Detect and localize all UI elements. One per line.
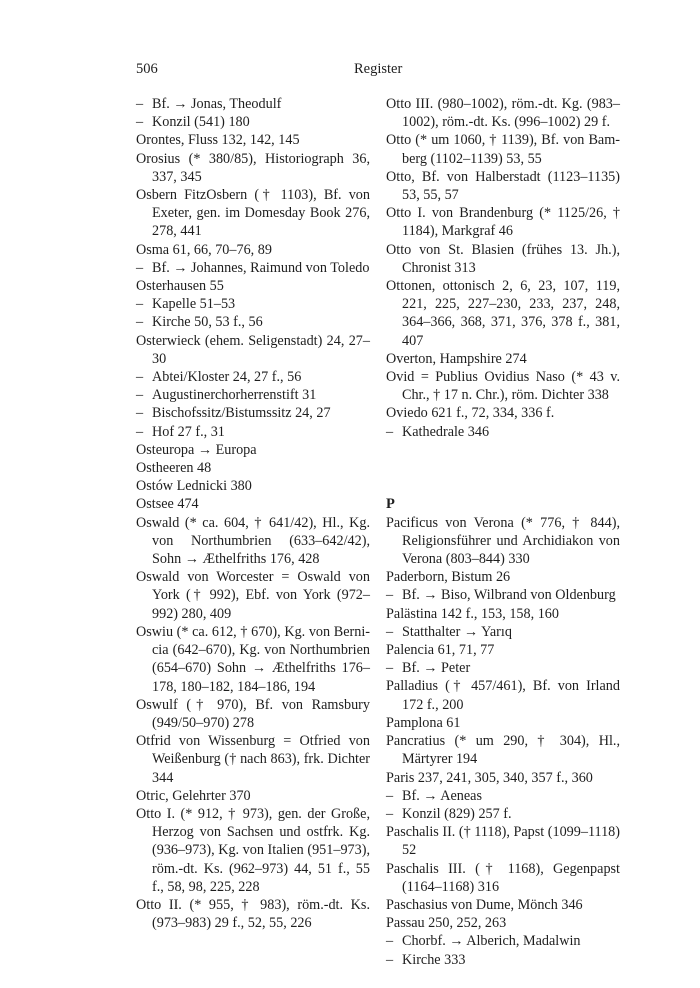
index-subentry bbox=[386, 951, 620, 969]
index-entry bbox=[386, 732, 620, 768]
entry-text: Oswald von Worcester = Oswald von York († 992), Ebf. von York (972–992) 280, 409 bbox=[136, 569, 370, 622]
index-subentry bbox=[386, 932, 620, 950]
entry-text: Ottonen, ottonisch 2, 6, 23, 107, 119, 221, 225, 227–230, 233, 237, 248, 364–366, 368, 371, 376, 378 f., 381, 407 bbox=[386, 278, 620, 349]
index-entry bbox=[386, 677, 620, 713]
index-subentry bbox=[386, 805, 620, 823]
entry-text: Pacificus von Verona (* 776, † 844), Religionsführer und Archidiakon von Verona (803–844) 330 bbox=[386, 514, 620, 568]
entry-text: Oswulf († 970), Bf. von Ramsbury (949/50–970) 278 bbox=[136, 696, 370, 731]
entry-text: Oswiu (* ca. 612, † 670), Kg. von Bernicia (642–670), Kg. von Northumbrien (654–670) Sohn → Æthelfriths 176–178, 180–182, 184–186, 194 bbox=[136, 623, 370, 695]
entry-text: Otto von St. Blasien (frühes 13. Jh.), Chronist 313 bbox=[386, 241, 620, 276]
entry-text: Paschalis II. († 1118), Papst (1099–1118) 52 bbox=[386, 824, 620, 859]
index-subentry bbox=[386, 423, 620, 441]
index-entry bbox=[386, 605, 620, 623]
entry-text: Otto II. (* 955, † 983), röm.-dt. Ks. (973–983) 29 f., 52, 55, 226 bbox=[136, 896, 370, 932]
entry-text: Osma 61, 66, 70–76, 89 bbox=[136, 241, 272, 258]
subentry-dash: – bbox=[386, 623, 394, 640]
entry-text: Otfrid von Wissenburg = Otfried von Weißenburg († nach 863), frk. Dichter 344 bbox=[136, 733, 370, 786]
index-entry bbox=[136, 150, 370, 186]
entry-text: Pancratius (* um 290, † 304), Hl., Märtyrer 194 bbox=[386, 733, 620, 768]
entry-text: Ostheeren 48 bbox=[136, 460, 212, 477]
entry-text: Palladius († 457/461), Bf. von Irland 172 f., 200 bbox=[386, 678, 620, 713]
entry-text: Ostów Lednicki 380 bbox=[136, 478, 252, 495]
index-entry bbox=[136, 732, 370, 787]
entry-text: Otto I. (* 912, † 973), gen. der Große, Herzog von Sachsen und ostfrk. Kg. (936–973), Kg. von Italien (951–973), röm.-dt. Ks. (962–973) 44, 51 f., 55 f., 58, 98, 225, 228 bbox=[136, 805, 370, 895]
subentry-dash: – bbox=[136, 369, 144, 386]
subentry-dash: – bbox=[386, 660, 394, 677]
index-subentry bbox=[386, 586, 620, 604]
entry-text: Kirche 333 bbox=[402, 951, 466, 968]
entry-text: Paschalis III. († 1168), Gegenpapst (1164–1168) 316 bbox=[386, 860, 620, 895]
index-entry bbox=[136, 896, 370, 932]
entry-text: Augustinerchorherrenstift 31 bbox=[152, 387, 317, 404]
subentry-dash: – bbox=[386, 805, 394, 822]
index-entry bbox=[136, 332, 370, 368]
subentry-dash: – bbox=[136, 405, 144, 422]
index-entry bbox=[386, 241, 620, 277]
subentry-dash: – bbox=[136, 114, 144, 131]
subentry-dash: – bbox=[136, 387, 144, 404]
subentry-dash: – bbox=[136, 96, 144, 112]
subentry-dash: – bbox=[386, 951, 394, 968]
entry-text: Bf. → Peter bbox=[402, 660, 471, 677]
index-entry bbox=[136, 514, 370, 569]
entry-text: Ovid = Publius Ovidius Naso (* 43 v. Chr., † 17 n. Chr.), röm. Dichter 338 bbox=[386, 369, 620, 404]
index-entry bbox=[136, 568, 370, 623]
index-subentry bbox=[136, 386, 370, 404]
entry-text: Konzil (829) 257 f. bbox=[402, 805, 512, 822]
subentry-dash: – bbox=[386, 933, 394, 950]
entry-text: Osterwieck (ehem. Seligenstadt) 24, 27–30 bbox=[136, 332, 370, 367]
index-subentry bbox=[136, 259, 370, 277]
index-subentry bbox=[136, 95, 370, 113]
entry-text: Kirche 50, 53 f., 56 bbox=[152, 314, 263, 331]
entry-text: Passau 250, 252, 263 bbox=[386, 915, 507, 932]
subentry-dash: – bbox=[136, 296, 144, 313]
index-subentry bbox=[136, 423, 370, 441]
index-subentry bbox=[386, 623, 620, 641]
entry-text: Palästina 142 f., 153, 158, 160 bbox=[386, 605, 559, 622]
entry-text: Palencia 61, 71, 77 bbox=[386, 642, 495, 659]
index-entry bbox=[386, 769, 620, 787]
entry-text: Bf. → Johannes, Raimund von Toledo bbox=[152, 259, 370, 276]
index-entry bbox=[136, 623, 370, 696]
index-entry bbox=[136, 805, 370, 896]
subentry-dash: – bbox=[136, 314, 144, 331]
entry-text: Kapelle 51–53 bbox=[152, 296, 236, 313]
entry-text: Bf. → Aeneas bbox=[402, 787, 482, 804]
index-entry bbox=[386, 860, 620, 896]
index-entry bbox=[136, 277, 370, 295]
entry-text: Paris 237, 241, 305, 340, 357 f., 360 bbox=[386, 769, 593, 786]
entry-text: Oswald (* ca. 604, † 641/42), Hl., Kg. von Northumbrien (633–642/42), Sohn → Æthelfriths 176, 428 bbox=[136, 514, 370, 568]
index-entry bbox=[386, 568, 620, 586]
index-entry bbox=[386, 95, 620, 131]
index-entry bbox=[386, 896, 620, 914]
index-entry bbox=[386, 277, 620, 350]
index-subentry bbox=[136, 295, 370, 313]
index-entry bbox=[136, 495, 370, 513]
index-entry bbox=[136, 241, 370, 259]
index-entry bbox=[386, 823, 620, 859]
index-subentry bbox=[386, 659, 620, 677]
index-entry bbox=[386, 404, 620, 422]
page-number: 506 bbox=[136, 61, 158, 77]
entry-text: Otto (* um 1060, † 1139), Bf. von Bamberg (1102–1139) 53, 55 bbox=[386, 132, 620, 167]
entry-text: Overton, Hampshire 274 bbox=[386, 350, 527, 367]
index-entry bbox=[386, 714, 620, 732]
entry-text: Paderborn, Bistum 26 bbox=[386, 569, 511, 586]
subentry-dash: – bbox=[386, 787, 394, 804]
entry-text: Ostsee 474 bbox=[136, 496, 199, 513]
index-column-left bbox=[136, 95, 370, 932]
index-subentry bbox=[136, 404, 370, 422]
entry-text: Otto III. (980–1002), röm.-dt. Kg. (983–1002), röm.-dt. Ks. (996–1002) 29 f. bbox=[386, 96, 620, 131]
index-entry bbox=[386, 204, 620, 240]
index-entry bbox=[386, 914, 620, 932]
entry-text: Paschasius von Dume, Mönch 346 bbox=[386, 896, 583, 913]
index-entry bbox=[386, 131, 620, 167]
entry-text: Oviedo 621 f., 72, 334, 336 f. bbox=[386, 405, 555, 422]
index-subentry bbox=[386, 787, 620, 805]
entry-text: Osteuropa → Europa bbox=[136, 441, 257, 458]
entry-text: Konzil (541) 180 bbox=[152, 114, 250, 131]
entry-text: Osterhausen 55 bbox=[136, 278, 224, 295]
subentry-dash: – bbox=[386, 587, 394, 604]
entry-text: Otto, Bf. von Halberstadt (1123–1135) 53, 55, 57 bbox=[386, 168, 620, 204]
index-entry bbox=[386, 168, 620, 204]
entry-text: Chorbf. → Alberich, Madalwin bbox=[402, 933, 581, 950]
entry-text: Bischofssitz/Bistumssitz 24, 27 bbox=[152, 405, 331, 422]
subentry-dash: – bbox=[136, 423, 144, 440]
entry-text: Kathedrale 346 bbox=[402, 423, 490, 440]
entry-text: Otto I. von Brandenburg (* 1125/26, † 1184), Markgraf 46 bbox=[386, 205, 620, 240]
entry-text: Abtei/Kloster 24, 27 f., 56 bbox=[152, 369, 302, 386]
section-letter-heading: P bbox=[386, 496, 395, 513]
index-subentry bbox=[136, 368, 370, 386]
entry-text: Pamplona 61 bbox=[386, 714, 461, 731]
entry-text: Osbern FitzOsbern († 1103), Bf. von Exeter, gen. im Domesday Book 276, 278, 441 bbox=[136, 187, 370, 240]
index-entry bbox=[136, 696, 370, 732]
index-entry bbox=[386, 641, 620, 659]
entry-text: Otric, Gelehrter 370 bbox=[136, 787, 251, 804]
index-entry bbox=[136, 477, 370, 495]
index-column-right bbox=[386, 95, 620, 969]
entry-text: Hof 27 f., 31 bbox=[152, 423, 225, 440]
index-entry bbox=[136, 459, 370, 477]
running-head: Register bbox=[354, 61, 403, 77]
entry-text: Statthalter → Yarıq bbox=[402, 623, 512, 640]
index-entry bbox=[136, 441, 370, 459]
index-entry bbox=[386, 350, 620, 368]
entry-text: Bf. → Biso, Wilbrand von Oldenburg bbox=[402, 587, 616, 604]
index-entry bbox=[136, 787, 370, 805]
index-subentry bbox=[136, 113, 370, 131]
index-entry bbox=[136, 186, 370, 241]
entry-text: Bf. → Jonas, Theodulf bbox=[152, 96, 282, 112]
index-entry bbox=[386, 514, 620, 569]
index-entry bbox=[386, 368, 620, 404]
subentry-dash: – bbox=[386, 423, 394, 440]
entry-text: Orosius (* 380/85), Historiograph 36, 337, 345 bbox=[136, 150, 370, 185]
index-subentry bbox=[136, 313, 370, 331]
index-entry bbox=[136, 131, 370, 149]
subentry-dash: – bbox=[136, 259, 144, 276]
entry-text: Orontes, Fluss 132, 142, 145 bbox=[136, 132, 300, 149]
